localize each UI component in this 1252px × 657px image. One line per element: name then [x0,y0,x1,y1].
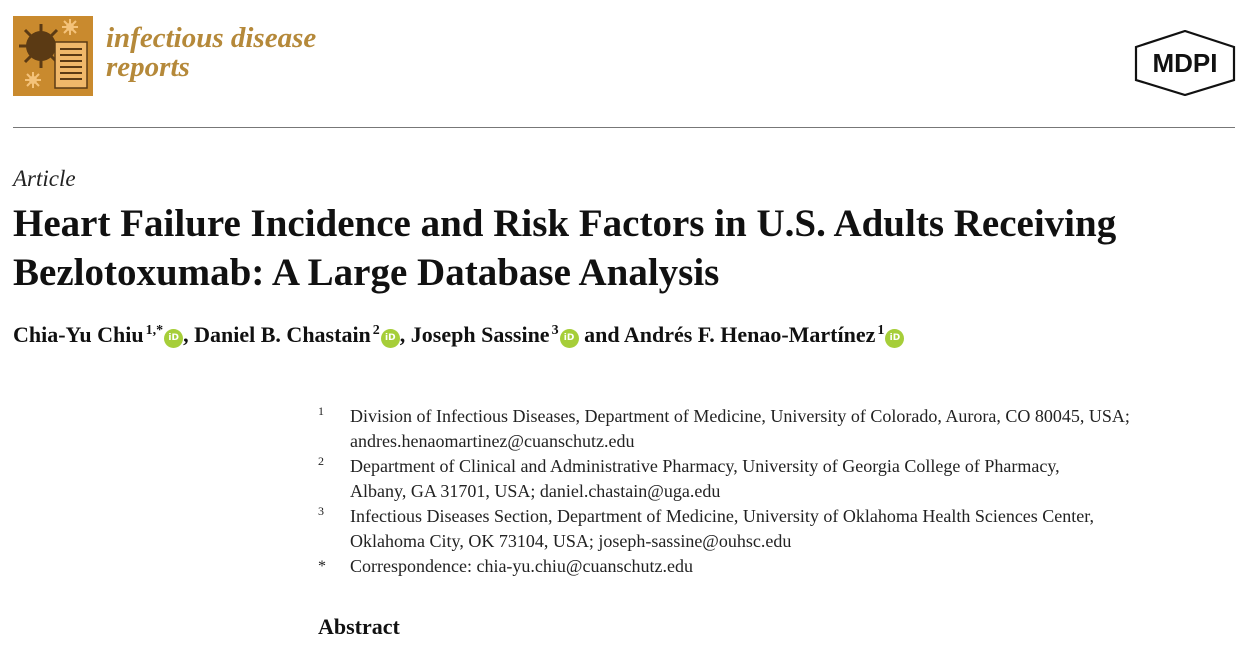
affiliation-number: 2 [318,454,324,468]
affiliation-list [318,404,1238,579]
mdpi-logo [1134,30,1236,96]
author-name: Daniel B. Chastain [194,322,371,347]
author-separator: , [399,322,411,347]
affiliation-text: Department of Clinical and Administrative Pharmacy, University of Georgia College of Pharmacy, [350,456,1060,476]
orcid-icon[interactable]: iD [885,329,904,348]
journal-name [106,24,316,82]
author-name: Andrés F. Henao-Martínez [623,322,876,347]
journal-name-line2: reports [106,51,190,83]
affiliation-text: Division of Infectious Diseases, Department of Medicine, University of Colorado, Aurora, CO 80045, USA; [350,406,1130,426]
correspondence-text[interactable]: Correspondence: chia-yu.chiu@cuanschutz.edu [350,556,693,576]
article-type: Article [13,166,76,191]
affiliation-item [318,504,1238,554]
article-title: Heart Failure Incidence and Risk Factors in U.S. Adults Receiving Bezlotoxumab: A Large Database Analysis [13,202,1117,294]
affiliation-number: 3 [318,504,324,518]
affiliation-item [318,404,1238,454]
affiliation-number: 1 [318,404,324,418]
correspondence [318,554,1238,579]
author-name: Joseph Sassine [410,322,550,347]
author-separator: and [578,322,624,347]
author-affiliation-mark: 1 [877,323,885,338]
orcid-icon[interactable]: iD [164,329,183,348]
journal-name-line1: infectious disease [106,22,317,54]
affiliation-item [318,454,1238,504]
affiliation-email[interactable]: Albany, GA 31701, USA; daniel.chastain@uga.edu [350,481,721,501]
author-name: Chia-Yu Chiu [13,322,144,347]
mdpi-logo-text: MDPI [1152,48,1218,78]
orcid-icon[interactable]: iD [381,329,400,348]
author-separator: , [183,322,195,347]
affiliation-email[interactable]: Oklahoma City, OK 73104, USA; joseph-sassine@ouhsc.edu [350,531,792,551]
abstract-heading: Abstract [318,614,400,639]
author-affiliation-mark: 3 [551,323,559,338]
journal-logo-icon [13,16,93,96]
affiliation-email[interactable]: andres.henaomartinez@cuanschutz.edu [350,431,635,451]
author-list [13,322,904,348]
correspondence-mark: * [318,558,326,575]
header-divider [13,127,1235,128]
orcid-icon[interactable]: iD [560,329,579,348]
affiliation-text: Infectious Diseases Section, Department of Medicine, University of Oklahoma Health Sciences Center, [350,506,1095,526]
author-affiliation-mark: 1,* [145,323,164,338]
author-affiliation-mark: 2 [372,323,380,338]
